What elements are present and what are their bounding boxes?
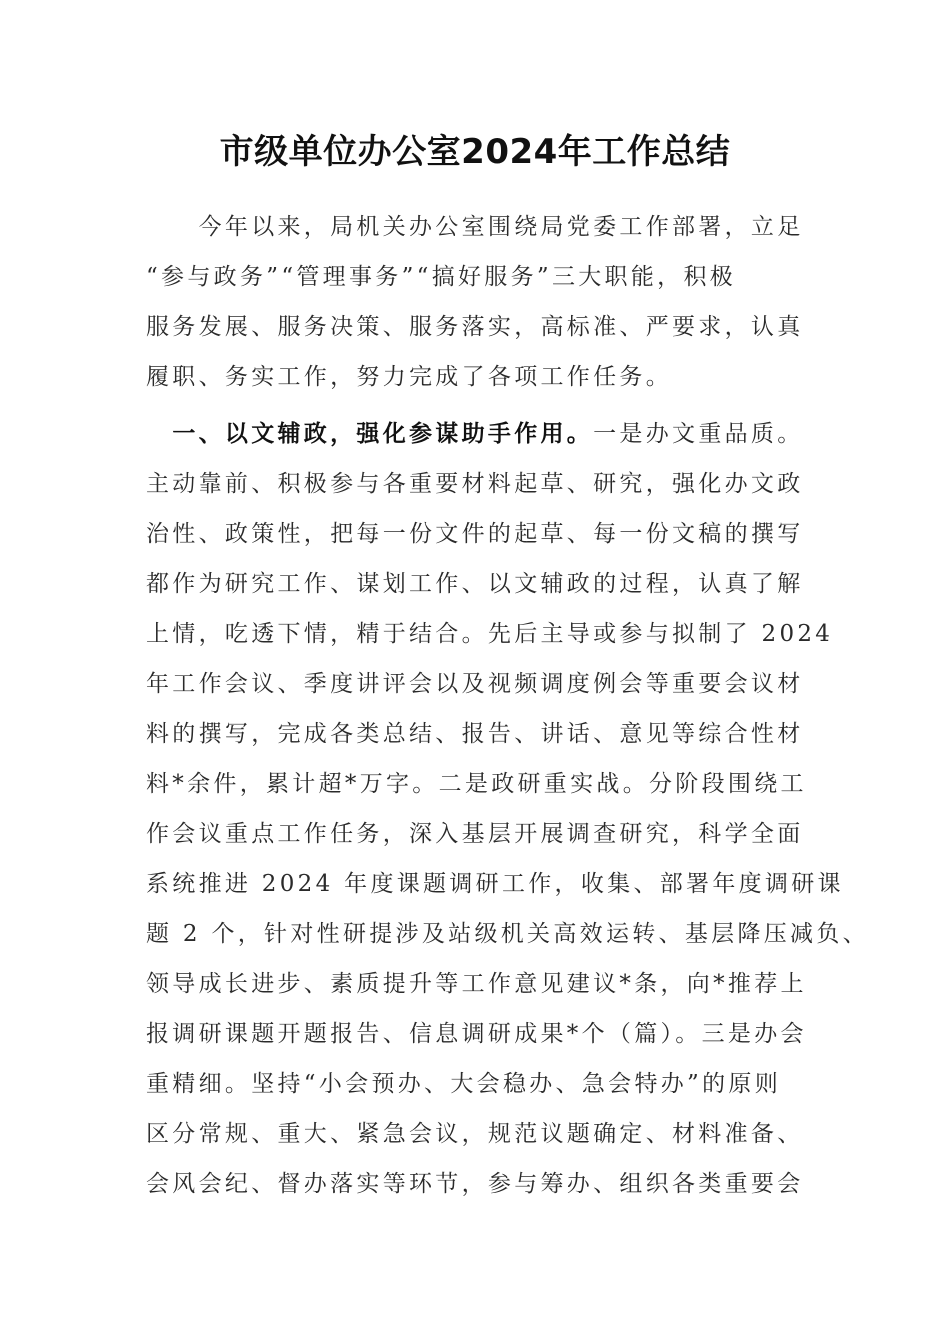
text-line: 主动靠前、积极参与各重要材料起草、研究，强化办文政	[146, 471, 804, 497]
intro-paragraph	[146, 202, 826, 402]
text-line: 履职、务实工作，努力完成了各项工作任务。	[146, 364, 672, 390]
document-title: 市级单位办公室2024年工作总结	[219, 132, 731, 172]
text-line: 都作为研究工作、谋划工作、以文辅政的过程，认真了解	[146, 571, 804, 597]
text-line: 上情，吃透下情，精于结合。先后主导或参与拟制了 2024	[146, 621, 834, 647]
text-line: 题 2 个，针对性研提涉及站级机关高效运转、基层降压减负、	[146, 921, 869, 947]
indent	[146, 421, 172, 447]
text-line: 服务发展、服务决策、服务落实，高标准、严要求，认真	[146, 314, 804, 340]
text-line: 料的撰写，完成各类总结、报告、讲话、意见等综合性材	[146, 721, 804, 747]
text-line: “参与政务”“管理事务”“搞好服务”三大职能，积极	[146, 264, 737, 290]
text-line: 报调研课题开题报告、信息调研成果*个（篇）。三是办会	[146, 1021, 807, 1047]
text-line: 区分常规、重大、紧急会议，规范议题确定、材料准备、	[146, 1121, 804, 1147]
section-1-first-text: 一是办文重品质。	[593, 421, 804, 447]
section-1-first-line	[146, 409, 826, 459]
section-1-heading: 一、以文辅政，强化参谋助手作用。	[172, 420, 594, 447]
text-line: 料*余件，累计超*万字。二是政研重实战。分阶段围绕工	[146, 771, 807, 797]
text-line: 作会议重点工作任务，深入基层开展调查研究，科学全面	[146, 821, 804, 847]
text-line: 重精细。坚持“小会预办、大会稳办、急会特办”的原则	[146, 1071, 782, 1097]
section-1-paragraph	[146, 409, 869, 1209]
text-line: 系统推进 2024 年度课题调研工作，收集、部署年度调研课	[146, 871, 844, 897]
text-line: 会风会纪、督办落实等环节，参与筹办、组织各类重要会	[146, 1171, 804, 1197]
text-line: 年工作会议、季度讲评会以及视频调度例会等重要会议材	[146, 671, 804, 697]
text-line: 治性、政策性，把每一份文件的起草、每一份文稿的撰写	[146, 521, 804, 547]
text-line: 领导成长进步、素质提升等工作意见建议*条，向*推荐上	[146, 971, 807, 997]
text-line: 今年以来，局机关办公室围绕局党委工作部署，立足	[146, 214, 804, 240]
